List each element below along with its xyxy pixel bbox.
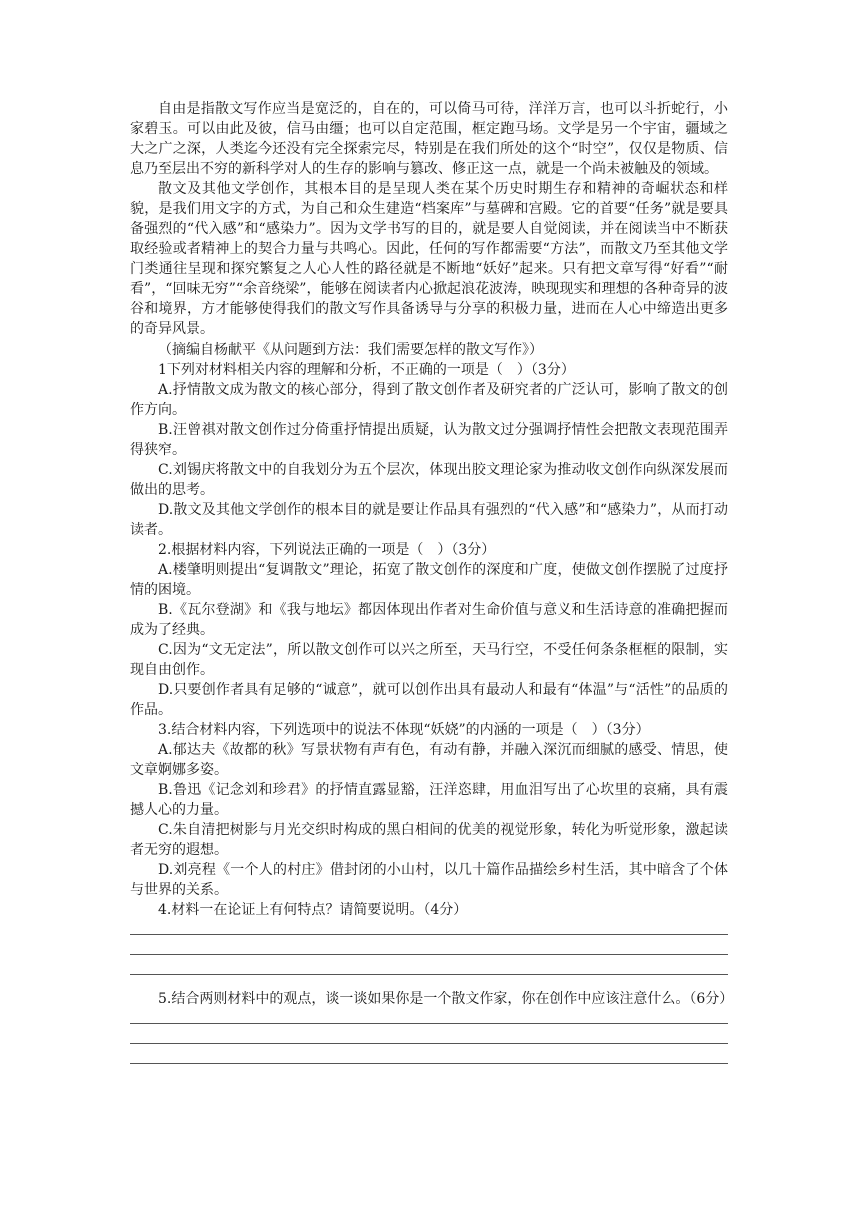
question-1-option-d: D.散文及其他文学创作的根本目的就是要让作品具有强烈的“代入感”和“感染力”，从而打动读者。 [130, 502, 728, 538]
question-4-stem: 4.材料一在论证上有何特点？请简要说明。（4分） [158, 902, 468, 918]
question-5-stem: 5.结合两则材料中的观点，谈一谈如果你是一个散文作家，你在创作中应该注意什么。（6分） [158, 991, 734, 1007]
passage-paragraph-2: 散文及其他文学创作，其根本目的是呈现人类在某个历史时期生存和精神的奇崛状态和样貌，是我们用文字的方式，为自己和众生建造“档案库”与墓碑和宫殿。它的首要“任务”就是要具备强烈的“代入感”和“感染力”。因为文学书写的目的，就是要人自觉阅读，并在阅读当中不断获取经验或者精神上的契合力量与共鸣心。因此，任何的写作都需要“方法”，而散文乃至其他文学门类通往呈现和探究繁复之人心人性的路径就是不断地“妖好”起来。只有把文章写得“好看”“耐看”，“回味无穷”“余音绕梁”，能够在阅读者内心掀起浪花波涛，映现现实和理想的各种奇异的波谷和境界，方才能够使得我们的散文写作具备诱导与分享的积极力量，进而在人心中缔造出更多的奇异风景。 [130, 181, 728, 337]
question-1-option-b: B.汪曾祺对散文创作过分倚重抒情提出质疑，认为散文过分强调抒情性会把散文表现范围弄得狭窄。 [130, 422, 728, 458]
answer-line[interactable] [130, 954, 728, 955]
answer-line[interactable] [130, 974, 728, 975]
question-2-option-a: A.楼肇明则提出“复调散文”理论，拓宽了散文创作的深度和广度，使做文创作摆脱了过度抒情的困境。 [130, 562, 728, 598]
question-4-answer-area[interactable] [130, 934, 728, 975]
question-2-stem: 2.根据材料内容，下列说法正确的一项是（ ）（3分） [158, 542, 496, 558]
question-3-option-d: D.刘亮程《一个人的村庄》借封闭的小山村，以几十篇作品描绘乡村生活，其中暗含了个体与世界的关系。 [130, 862, 728, 898]
question-2-option-b: B.《瓦尔登湖》和《我与地坛》都因体现出作者对生命价值与意义和生活诗意的准确把握而成为了经典。 [130, 602, 728, 638]
question-2-option-c: C.因为“文无定法”，所以散文创作可以兴之所至，天马行空，不受任何条条框框的限制，实现自由创作。 [130, 642, 728, 678]
question-1-option-c: C.刘锡庆将散文中的自我划分为五个层次，体现出胶文理论家为推动收文创作向纵深发展而做出的思考。 [130, 462, 728, 498]
answer-line[interactable] [130, 1023, 728, 1024]
exam-page [130, 99, 734, 1064]
question-5-answer-area[interactable] [130, 1023, 728, 1064]
answer-line[interactable] [130, 1043, 728, 1044]
question-3-option-a: A.郁达夫《故都的秋》写景状物有声有色，有动有静，并融入深沉而细腻的感受、情思，使文章婀娜多姿。 [130, 742, 728, 778]
passage-paragraph-1: 自由是指散文写作应当是宽泛的，自在的，可以倚马可待，洋洋万言，也可以斗折蛇行，小家碧玉。可以由此及彼，信马由缰；也可以自定范围，框定跑马场。文学是另一个宇宙，疆域之大之广之深，人类迄今还没有完全探索完尽，特别是在我们所处的这个“时空”，仅仅是物质、信息乃至层出不穷的新科学对人的生存的影响与篡改、修正这一点，就是一个尚未被触及的领域。 [130, 101, 728, 177]
question-1-option-a: A.抒情散文成为散文的核心部分，得到了散文创作者及研究者的广泛认可，影响了散文的创作方向。 [130, 382, 728, 418]
question-3-option-b: B.鲁迅《记念刘和珍君》的抒情直露显豁，汪洋恣肆，用血泪写出了心坎里的哀痛，具有震撼人心的力量。 [130, 782, 728, 818]
question-3-stem: 3.结合材料内容，下列选项中的说法不体现“妖娆”的内涵的一项是（ ）（3分） [158, 722, 650, 738]
answer-line[interactable] [130, 1063, 728, 1064]
question-2-option-d: D.只要创作者具有足够的“诚意”，就可以创作出具有最动人和最有“体温”与“活性”的品质的作品。 [130, 682, 728, 718]
source-citation: （摘编自杨献平《从问题到方法：我们需要怎样的散文写作》） [158, 342, 543, 358]
question-3-option-c: C.朱自清把树影与月光交织时构成的黑白相间的优美的视觉形象，转化为听觉形象，激起读者无穷的遐想。 [130, 822, 728, 858]
question-1-stem: 1下列对材料相关内容的理解和分析，不正确的一项是（ ）（3分） [158, 362, 575, 378]
answer-line[interactable] [130, 934, 728, 935]
